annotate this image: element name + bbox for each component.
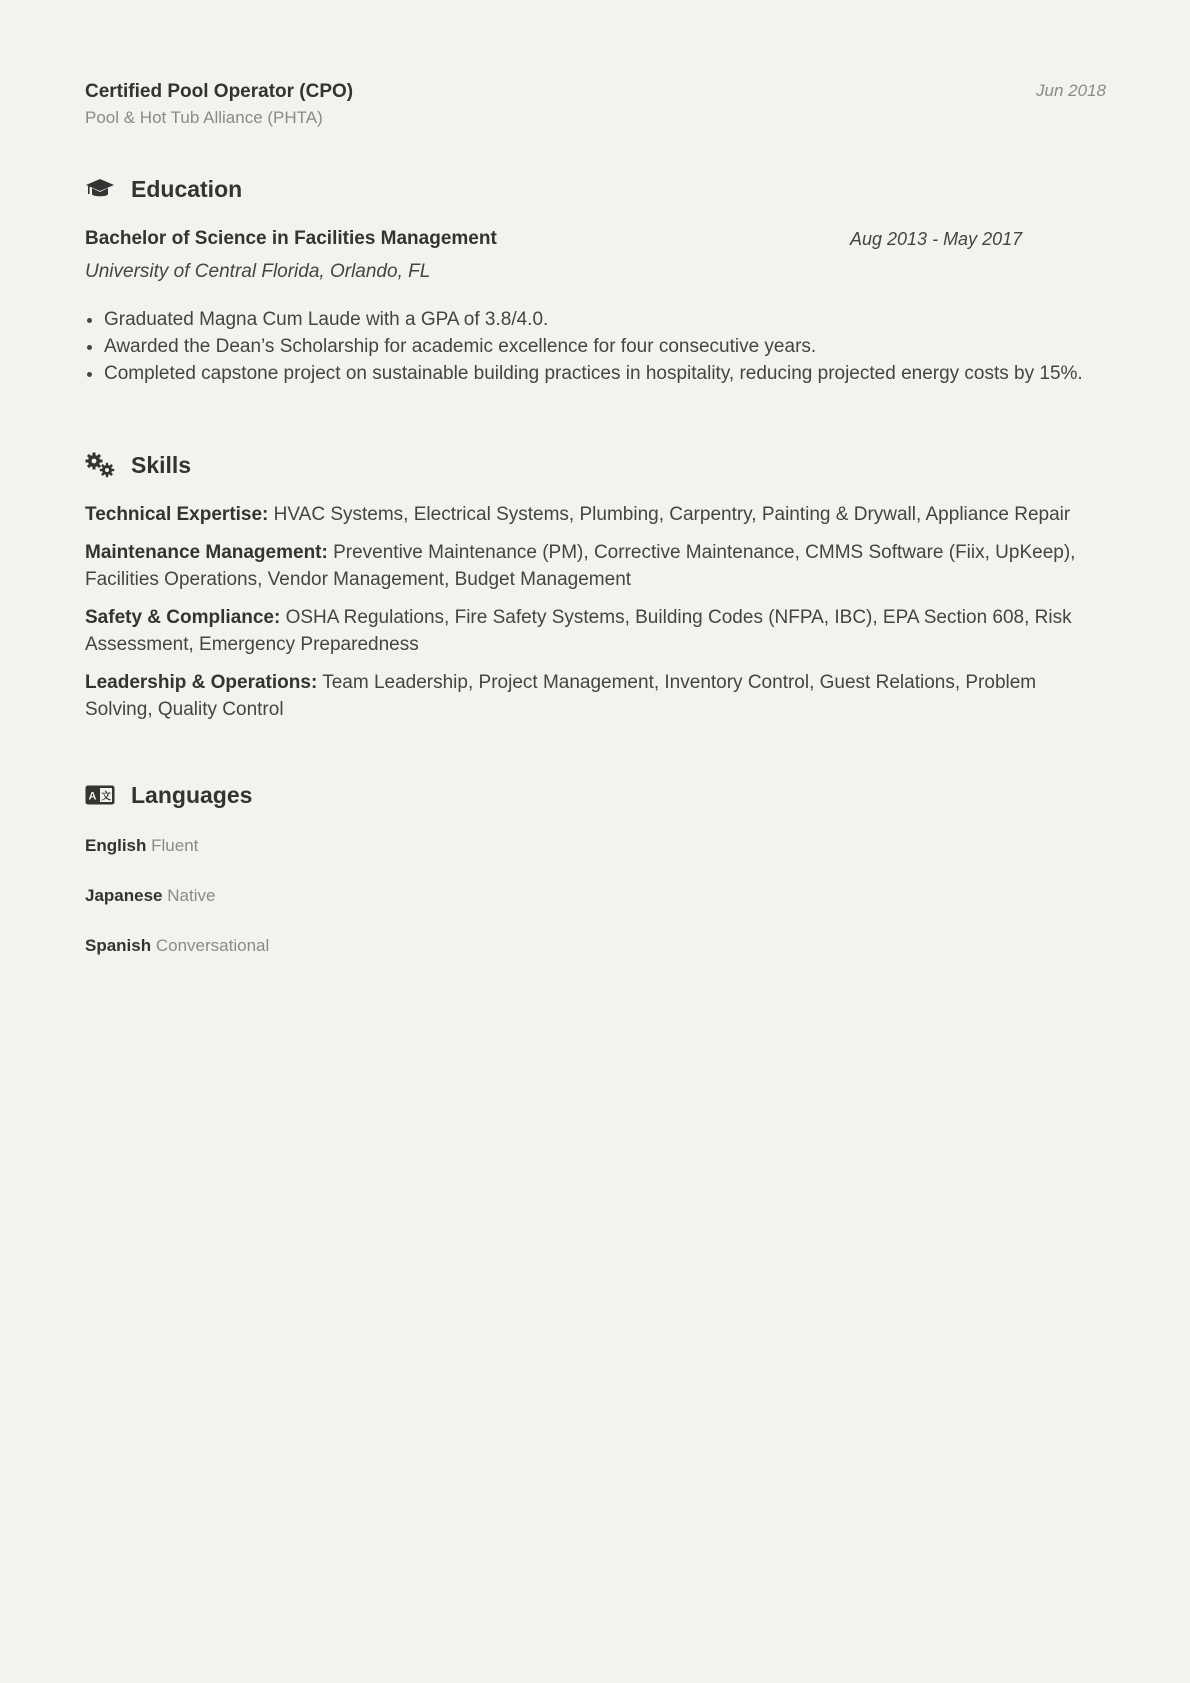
skill-row [85,669,1106,723]
skills-list [85,501,1106,734]
languages-list [85,834,269,984]
education-school: University of Central Florida, Orlando, FL [85,261,431,282]
skill-value: HVAC Systems, Electrical Systems, Plumbing, Carpentry, Painting & Drywall, Appliance Repair [273,504,1071,525]
skill-value: Team Leadership, Project Management, Inventory Control, Guest Relations, Problem Solving, Quality Control [85,672,1037,720]
svg-text:文: 文 [101,791,111,803]
language-level: Conversational [155,936,270,955]
skill-label: Maintenance Management: [85,542,328,563]
certification-date: Jun 2018 [1036,81,1106,100]
list-item: • Completed capstone project on sustainable building practices in hospitality, reducing projected energy costs by 15%. [104,360,1106,387]
list-item: • Graduated Magna Cum Laude with a GPA of 3.8/4.0. [104,306,1106,333]
language-name: English [85,836,147,855]
education-heading [85,172,242,206]
skill-row [85,539,1106,593]
skills-heading [85,448,191,482]
certification-issuer: Pool & Hot Tub Alliance (PHTA) [85,108,323,127]
skill-value: Preventive Maintenance (PM), Corrective Maintenance, CMMS Software (Fiix, UpKeep), Facilities Operations, Vendor Management, Budget Management [85,542,1076,590]
language-level: Native [167,886,216,905]
education-dates: Aug 2013 - May 2017 [850,229,1023,249]
skill-value: OSHA Regulations, Fire Safety Systems, Building Codes (NFPA, IBC), EPA Section 608, Risk Assessment, Emergency Preparedness [85,607,1072,655]
gears-icon [85,451,115,479]
language-name: Japanese [85,886,163,905]
languages-heading [85,778,252,812]
skill-label: Safety & Compliance: [85,607,281,628]
list-item: • Awarded the Dean’s Scholarship for academic excellence for four consecutive years. [104,333,1106,360]
skill-label: Technical Expertise: [85,504,269,525]
language-name: Spanish [85,936,152,955]
education-title: Education [131,175,243,202]
language-row [85,884,269,908]
language-icon [85,781,115,809]
languages-title: Languages [131,781,253,808]
graduation-cap-icon [85,175,115,203]
skills-title: Skills [131,451,192,478]
skill-row [85,501,1106,528]
svg-text:A: A [88,790,97,803]
language-row [85,934,269,958]
skill-label: Leadership & Operations: [85,672,318,693]
language-row [85,834,269,858]
education-bullets [85,306,1106,387]
education-degree: Bachelor of Science in Facilities Management [85,228,497,249]
skill-row [85,604,1106,658]
language-level: Fluent [151,836,199,855]
certification-title: Certified Pool Operator (CPO) [85,81,354,102]
certification-entry [85,80,1106,130]
education-entry [85,226,1106,387]
